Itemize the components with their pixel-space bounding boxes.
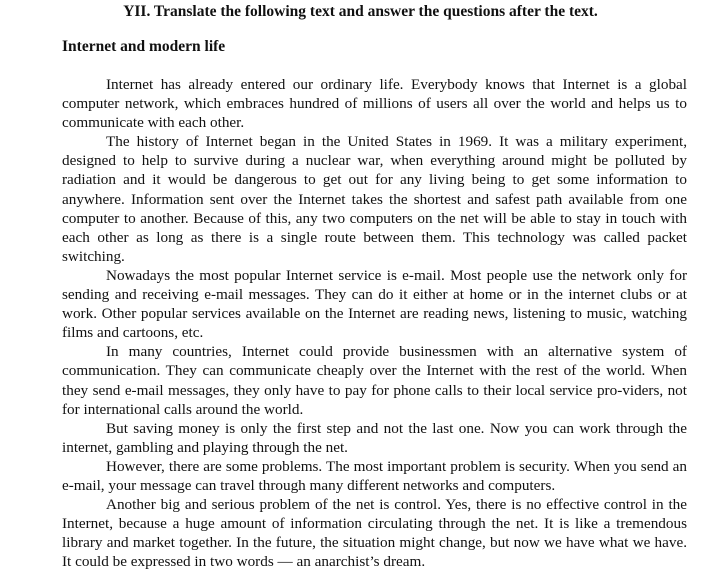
- paragraph-7: Another big and serious problem of the net is control. Yes, there is no effective control in the Internet, because a huge amount of information circulating through the net. It is like a tremendous library and market together. In the future, the situation might change, but now we have what we have. It could be expressed in two words — an anarchist’s dream.: [62, 496, 687, 571]
- paragraph-4: In many countries, Internet could provide businessmen with an alternative system of communication. They can communicate cheaply over the Internet with the rest of the world. When they send e-mail messages, they only have to pay for phone calls to their local service pro-viders, not for international calls around the world.: [62, 343, 687, 418]
- text-title: Internet and modern life: [62, 38, 226, 55]
- paragraph-3: Nowadays the most popular Internet service is e-mail. Most people use the network only for sending and receiving e-mail messages. They can do it either at home or in the internet clubs or at work. Other popular services available on the Internet are reading news, listening to music, watching films and cartoons, etc.: [62, 266, 687, 342]
- paragraph-1: Internet has already entered our ordinary life. Everybody knows that Internet is a global computer network, which embraces hundred of millions of users all over the world and helps us to communicate with each other.: [62, 76, 687, 132]
- paragraph-2: The history of Internet began in the United States in 1969. It was a military experiment, designed to help to survive during a nuclear war, when everything around might be polluted by radiation and it would be dangerous to get out for any living being to get some information to anywhere. Information sent over the Internet takes the shortest and safest path available from one computer to another. Because of this, any two computers on the net will be able to stay in touch with each other as long as there is a single route between them. This technology was called packet switching.: [62, 133, 687, 265]
- paragraph-5: But saving money is only the first step and not the last one. Now you can work through the internet, gambling and playing through the net.: [62, 419, 687, 456]
- text-body: [62, 75, 687, 571]
- exercise-heading: YII. Translate the following text and answer the questions after the text.: [123, 3, 598, 20]
- paragraph-6: However, there are some problems. The most important problem is security. When you send an e-mail, your message can travel through many different networks and computers.: [62, 457, 687, 494]
